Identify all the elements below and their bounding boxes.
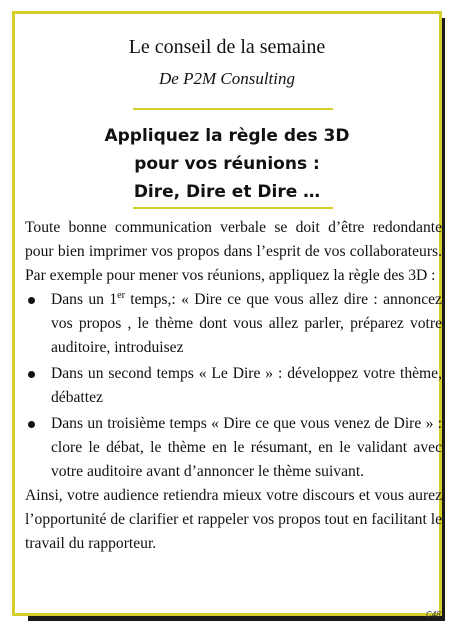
bullet-list <box>25 288 442 484</box>
intro-paragraph: Toute bonne communication verbale se doit d’être redondante pour bien imprimer vos propos dans l’esprit de vos collaborateurs. Par exemple pour mener vos réunions, appliquez la règle des 3D : <box>25 219 442 284</box>
bullet-3-text: Dans un troisième temps « Dire ce que vous venez de Dire » : clore le débat, le thème en le résumant, en le validant avec votre auditoire avant d’annoncer le thème suivant. <box>51 415 442 480</box>
divider-top <box>133 108 333 110</box>
bullet-item-1 <box>25 288 442 360</box>
document-code: C48 <box>426 610 441 619</box>
headline-line-3: Dire, Dire et Dire … <box>133 182 321 202</box>
bullet-1-text: temps,: « Dire ce que vous allez dire : annoncez vos propos , le thème dont vous allez parler, préparez votre auditoire, introduisez <box>51 291 442 356</box>
page-title: Le conseil de la semaine <box>128 36 326 58</box>
card-shadow-right <box>442 18 445 621</box>
headline <box>15 122 439 206</box>
bullet-1-superscript: er <box>117 289 125 301</box>
bullet-item-3 <box>25 412 442 484</box>
headline-line-1: Appliquez la règle des 3D <box>104 126 350 146</box>
divider-bottom <box>133 207 333 209</box>
page-subtitle: De P2M Consulting <box>159 69 295 88</box>
bullet-icon <box>28 371 35 378</box>
body-text <box>25 216 442 556</box>
card-shadow-bottom <box>28 616 445 621</box>
conclusion-paragraph: Ainsi, votre audience retiendra mieux votre discours et vous aurez l’opportunité de clarifier et rappeler vos propos tout en facilitant le travail du rapporteur. <box>25 487 442 552</box>
bullet-icon <box>28 297 35 304</box>
bullet-item-2 <box>25 362 442 410</box>
bullet-2-text: Dans un second temps « Le Dire » : développez votre thème, débattez <box>51 365 442 406</box>
bullet-icon <box>28 421 35 428</box>
bullet-1-lead: Dans un 1 <box>51 291 118 308</box>
headline-line-2: pour vos réunions : <box>134 154 320 174</box>
